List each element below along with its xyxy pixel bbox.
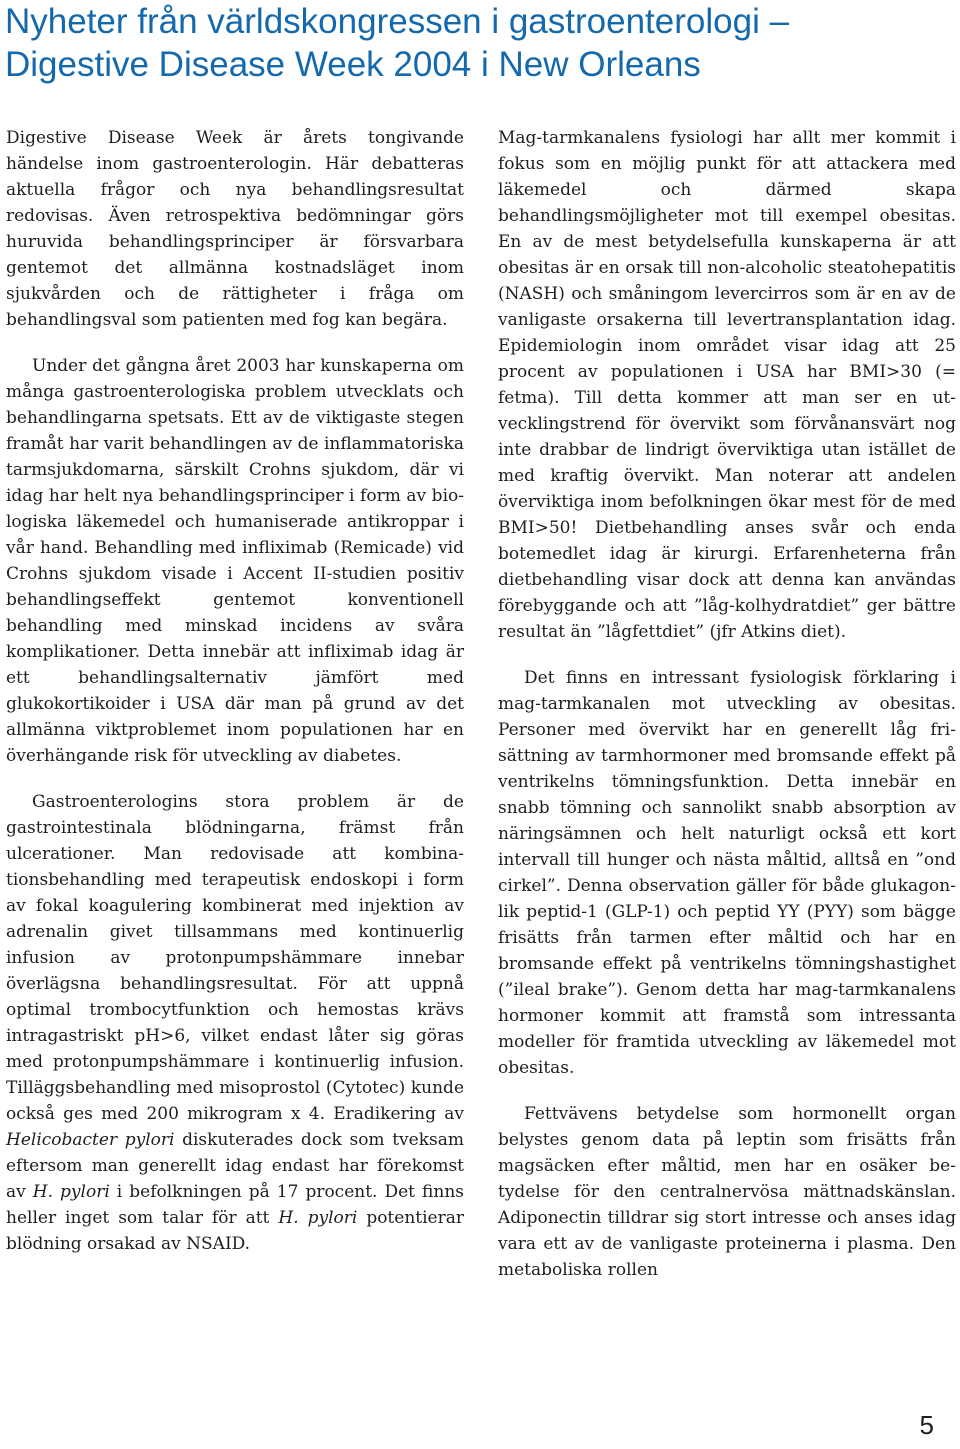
italic-h-pylori-2: H. pylori: [278, 1208, 358, 1228]
paragraph-bleeding-text-1: Gastroenterologins stora problem är de gastrointestinala blödningarna, främst från ulcerationer. Man redovisade att kombinationsbehandling med terapeutisk endoskopi i form av fokal koagulering kombinerat med injektion av adrenalin givet tillsammans med kontinuerlig infusion av protonpumpshämmare innebar överlägsna behandlingsresultat. För att uppnå optimal trombocytfunktion och hemostas krävs intragastriskt pH>6, vilket endast låter sig göras med protonpumpshämmare i kontinuerlig infusion. Tilläggsbehandling med misoprostol (Cytotec) kunde också ges med 200 mikrogram x 4. Eradikering av: [6, 792, 464, 1124]
paragraph-hormones: Det finns en intressant fysiologisk förklaring i mag-tarmkanalen mot utveckling av obesitas. Personer med övervikt har en generellt låg frisättning av tarmhormoner med bromsande effekt på ventrikelns tömningsfunktion. Detta innebär en snabb tömning och sannolikt snabb absorption av näringsämnen och helt naturligt också ett kort intervall till hunger och nästa måltid, alltså en ”ond cirkel”. Denna observation gäller för både glukagon-lik peptid-1 (GLP-1) och peptid YY (PYY) som bägge frisätts från tarmen efter måltid och har en bromsande effekt på ventrikelns tömningshastighet (”ileal brake”). Genom detta har mag-tarmkanalens hormoner kommit att framstå som intressanta modeller för framtida utveckling av läkemedel mot obesitas.: [498, 668, 956, 1078]
headline-line-1: Nyheter från världskongressen i gastroenterologi –: [5, 2, 790, 41]
paragraph-intro: Digestive Disease Week är årets tongivande händelse inom gastroenterologin. Här debatteras aktuella frågor och nya behandlingsresultat redovisas. Även retrospektiva bedömningar görs huruvida behandlingsprinciper är försvarbara gentemot det allmänna kostnadsläget inom sjukvården och de rättigheter i fråga om behandlingsval som patienten med fog kan begära.: [6, 128, 464, 330]
article-headline: [5, 0, 955, 86]
paragraph-bleeding-text-2: diskuterades dock som tveksam eftersom man generellt idag endast har förekomst av: [6, 1130, 464, 1202]
left-column: [6, 125, 464, 1257]
paragraph-bleeding-text-3: i befolkningen på 17 procent. Det finns heller inget som talar för att: [6, 1182, 464, 1228]
italic-helicobacter-pylori: Helicobacter pylori: [6, 1130, 175, 1150]
paragraph-bleeding-text-4: potentierar blödning orsakad av NSAID.: [6, 1208, 464, 1254]
headline-line-2: Digestive Disease Week 2004 i New Orleans: [5, 45, 701, 84]
page-number: 5: [919, 1410, 934, 1440]
paragraph-adipose: Fettvävens betydelse som hormonellt organ belystes genom data på leptin som frisätts från magsäcken efter måltid, men har en osäker betydelse för den centralnervösa mättnadskänslan. Adiponectin tilldrar sig stort intresse och anses idag vara ett av de vanligaste proteinerna i plasma. Den metaboliska rollen: [498, 1104, 956, 1280]
paragraph-bleeding: [6, 789, 464, 1257]
paragraph-crohns: Under det gångna året 2003 har kunskaperna om många gastroenterologiska problem utvecklats och behandlingarna spetsats. Ett av de viktigaste stegen framåt har varit behandlingen av de inflammatoriska tarmsjukdomarna, särskilt Crohns sjukdom, där vi idag har helt nya behandlingsprinciper i form av biologiska läkemedel och humaniserade antikroppar i vår hand. Behandling med infliximab (Remicade) vid Crohns sjukdom visade i Accent II-studien positiv behandlingseffekt gentemot konventionell behandling med minskad incidens av svåra komplikationer. Detta innebär att infliximab idag är ett behandlingsalternativ jämfört med glukokortikoider i USA där man på grund av det allmänna viktproblemet inom populationen har en överhängande risk för utveckling av diabetes.: [6, 356, 464, 766]
italic-h-pylori-1: H. pylori: [32, 1182, 110, 1202]
right-column: [498, 125, 956, 1283]
paragraph-physiology: Mag-tarmkanalens fysiologi har allt mer kommit i fokus som en möjlig punkt för att attackera med läkemedel och därmed skapa behandlingsmöjligheter mot till exempel obesitas. En av de mest betydelsefulla kunskaperna är att obesitas är en orsak till non-alcoholic steatohepatitis (NASH) och småningom levercirros som är en av de vanligaste orsakerna till levertransplantation idag. Epidemiologin inom området visar idag att 25 procent av populationen i USA har BMI>30 (= fetma). Till detta kommer att man ser en utvecklingstrend för övervikt som förvånansvärt nog inte drabbar de lindrigt överviktiga utan istället de med kraftig övervikt. Man noterar att andelen överviktiga inom befolkningen ökar mest för de med BMI>50! Dietbehandling anses svår och enda botemedlet idag är kirurgi. Erfarenheterna från dietbehandling visar dock att denna kan användas förebyggande och att ”låg-kolhydratdiet” ger bättre resultat än ”lågfettdiet” (jfr Atkins diet).: [498, 128, 956, 642]
